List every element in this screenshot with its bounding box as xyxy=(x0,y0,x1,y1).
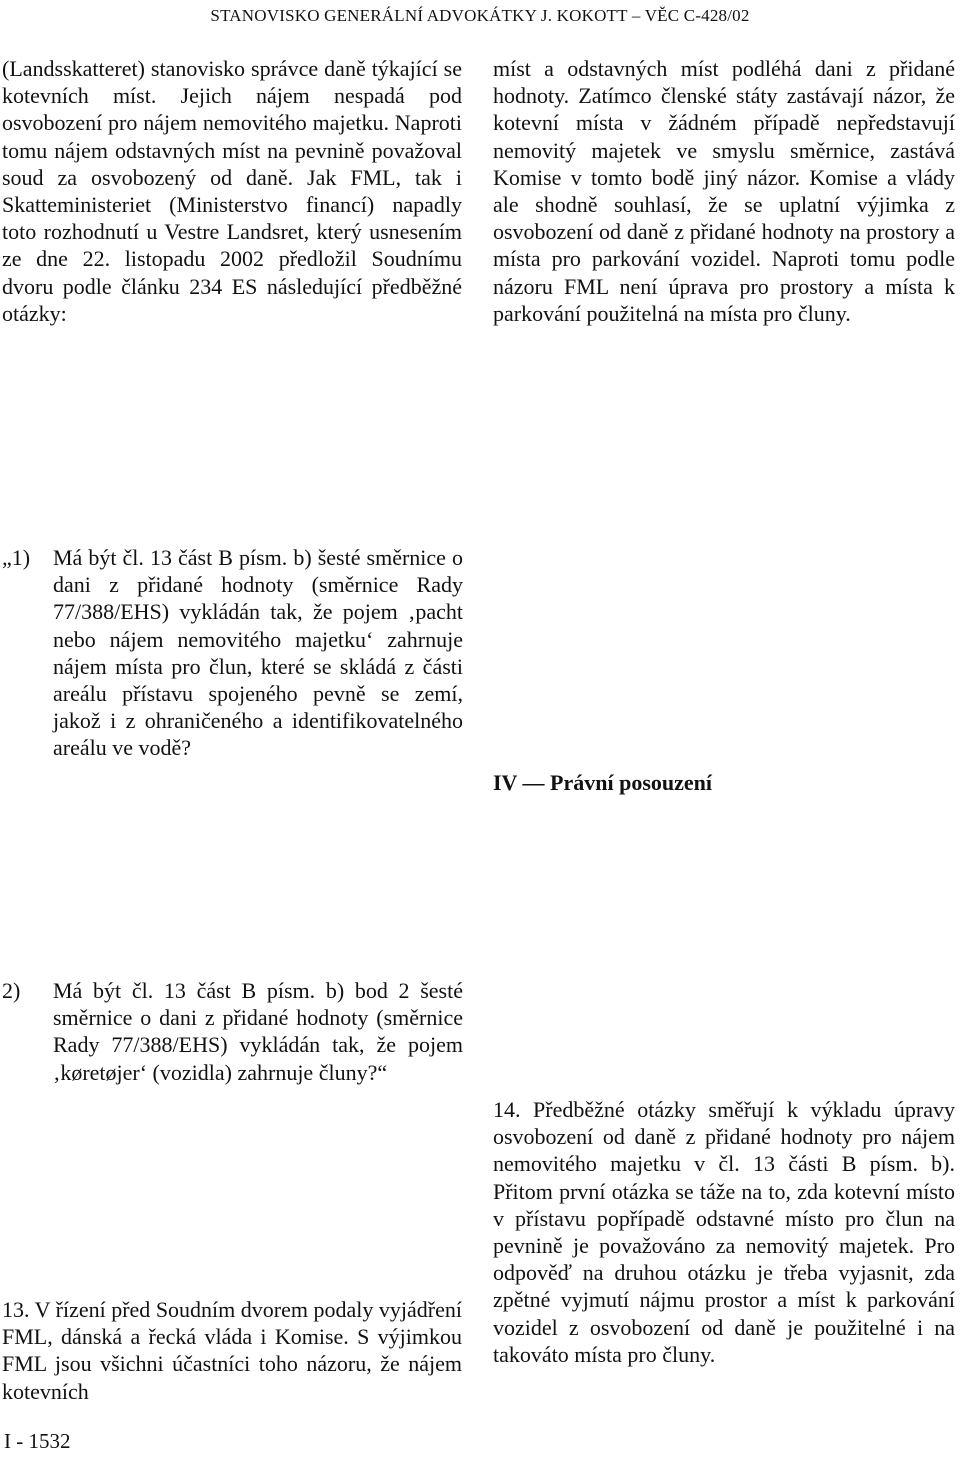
paragraph-14: 14. Předběžné otázky směřují k výkladu úpravy osvobození od daně z přidané hodnoty pro nájem nemovitého majetku v čl. 13 části B písm. b). Přitom první otázka se táže na to, zda kotevní místo v přístavu popřípadě odstavné místo pro člun na pevnině je považováno za nemovitý majetek. Pro odpověď na druhou otázku je třeba vyjasnit, zda zpětné vyjmutí nájmu prostor a míst k parkování vozidel z osvobození od daně je použitelné i na takováto místa pro čluny. xyxy=(493,1097,955,1367)
intro-paragraph: (Landsskatteret) stanovisko správce daně týkající se kotevních míst. Jejich nájem nespadá pod osvobození pro nájem nemovitého majetku. Naproti tomu nájem odstavných míst na pevnině považoval soud za osvobozený od daně. Jak FML, tak i Skatteministeriet (Ministerstvo financí) napadly toto rozhodnutí u Vestre Landsret, který usnesením ze dne 22. listopadu 2002 předložil Soudnímu dvoru podle článku 234 ES následující předběžné otázky: xyxy=(2,56,462,326)
question-1-text: Má být čl. 13 část B písm. b) šesté směrnice o dani z přidané hodnoty (směrnice Rady 77/388/EHS) vykládán tak, že pojem ‚pacht nebo nájem nemovitého majetku‘ zahrnuje nájem místa pro člun, které se skládá z části areálu přístavu spojeného pevně se zemí, jakož i z ohraničeného a identifikovatelného areálu ve vodě? xyxy=(53,545,463,761)
paragraph-13: 13. V řízení před Soudním dvorem podaly vyjádření FML, dánská a řecká vláda i Komise. S výjimkou FML jsou všichni účastníci toho názoru, že nájem kotevních xyxy=(2,1297,462,1404)
page-number: I - 1532 xyxy=(4,1429,71,1453)
running-header: STANOVISKO GENERÁLNÍ ADVOKÁTKY J. KOKOTT – VĚC C-428/02 xyxy=(210,6,750,25)
question-1-number: „1) xyxy=(2,545,31,570)
question-2-number: 2) xyxy=(2,978,21,1003)
question-2-text: Má být čl. 13 část B písm. b) bod 2 šesté směrnice o dani z přidané hodnoty (směrnice Rady 77/388/EHS) vykládán tak, že pojem ‚køretøjer‘ (vozidla) zahrnuje čluny?“ xyxy=(53,978,463,1085)
section-heading: IV — Právní posouzení xyxy=(493,770,713,795)
continuation-paragraph: míst a odstavných míst podléhá dani z přidané hodnoty. Zatímco členské státy zastávají názor, že kotevní místa v žádném případě nepředstavují nemovitý majetek ve smyslu směrnice, zastává Komise v tomto bodě jiný názor. Komise a vlády ale shodně souhlasí, že se uplatní výjimka z osvobození od daně z přidané hodnoty na prostory a místa pro parkování vozidel. Naproti tomu podle názoru FML není úprava pro prostory a místa k parkování použitelná na místa pro čluny. xyxy=(493,56,955,326)
